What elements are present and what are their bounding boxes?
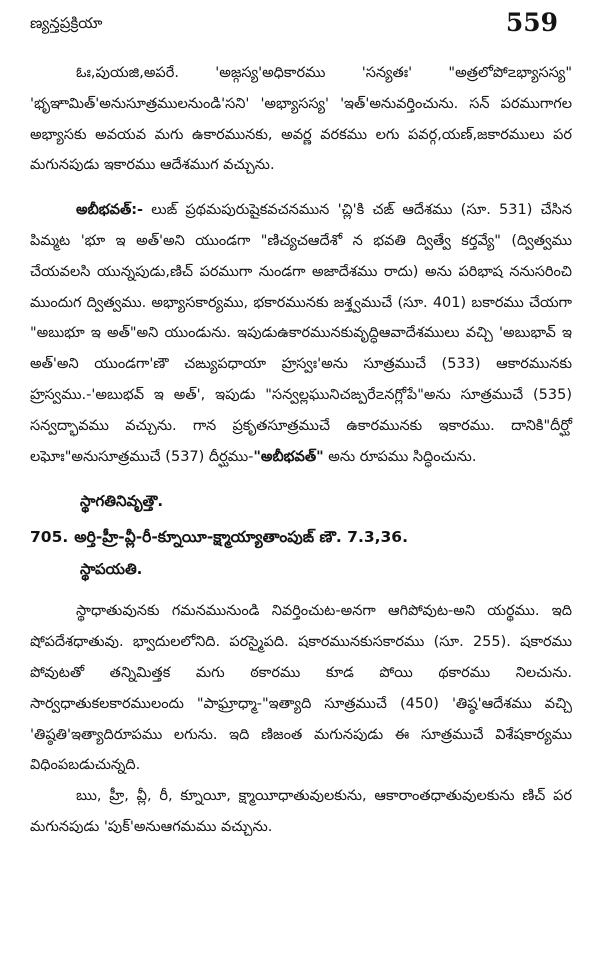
sutra-text: అర్తి-హ్రీ-వ్లీ-రీ-క్నూయీ-క్ష్మాయ్యాతాంపుఙ్ ణౌ. 7.3,36. — [74, 528, 408, 547]
abibhavat-lead: అబీభవత్:- — [76, 202, 144, 219]
sutra-number: 705. — [30, 528, 69, 547]
page-number: 559 — [505, 8, 558, 37]
paragraph-4: ఋ, హ్రీ, వ్లీ, రీ, క్నూయీ, క్ష్మాయీధాతువులకును, ఆకారాంతధాతువులకును ణిచ్ పర మగునపుడు 'పుక్'అనుఆగమము వచ్చును. — [30, 788, 572, 835]
abibhavat-body: లుఙ్ ప్రథమపురుషైకవచనమున 'చ్లి'కి చఙ్ ఆదేశము (సూ. 531) చేసిన పిమ్మట 'భూ ఇ అత్'అని యుండగా "ణిచ్యచఆదేశో న భవతి ద్విత్వే కర్తవ్యే" (ద్విత్వము చేయవలసి యున్నపుడు,ణిచ్ పరముగా నుండగా అజాదేశము రాదు) అను పరిభాష ననుసరించి ముందుగ ద్విత్వము. అభ్యాసకార్యము, భకారమునకు జశ్త్వముచే (సూ. 401) బకారము చేయగా "అబుభూ ఇ అత్"అని యుండును. ఇపుడుఉకారమునకువృద్ధిఆవాదేశములు వచ్చి 'అబుభావ్ ఇ అత్'అని యుండగా'ణౌ చఙ్యుపధాయా హ్రస్వః'అను సూత్రముచే (533) ఆకారమునకు హ్రస్వము.-'అబుభవ్ ఇ అత్', ఇపుడు "సన్వల్లఘునిచఙ్పరే౽నగ్లోపే"అను సూత్రముచే (535) సన్వద్భావము వచ్చును. గాన ప్రకృతసూత్రముచే ఉకారమునకు ఇకారము. దానికి"దీర్ఘో లఘోః"అనుసూత్రముచే (537) దీర్ఘము- — [30, 202, 572, 465]
paragraph-3: స్థాధాతువునకు గమనమునుండి నివర్తించుట-అనగా ఆగిపోవుట-అని యర్థము. ఇది షోపదేశధాతువు. భ్వాదులలోనిది. పరస్మైపది. షకారమునకుసకారము (సూ. 255). షకారము పోవుటతో తన్నిమిత్తక మగు ఠకారము కూడ పోయి థకారము నిలచును. సార్వధాతుకలకారములందు "పాఘ్రాధ్మా-"ఇత్యాది సూత్రముచే (450) 'తిష్ఠ'ఆదేశము వచ్చి 'తిష్ఠతి'ఇత్యాదిరూపము లగును. ఇది ణిజంత మగునపుడు ఈ సూత్రముచే విశేషకార్యము విధింపబడుచున్నది. — [30, 603, 572, 774]
paragraph-abibhavat — [30, 195, 572, 472]
page-header — [30, 6, 572, 46]
example-sthapayati: స్థాపయతి. — [80, 560, 143, 579]
abibhavat-form: "అబీభవత్" — [253, 448, 324, 465]
abibhavat-tail: అను రూపము సిద్ధించును. — [323, 448, 477, 465]
paragraph-1: ఓః,పుయజి,అపరే. 'అజ్గస్య'అధికారము 'సన్యతః' "అత్రలోపో౽భ్యాసస్య" 'భృఞామిత్'అనుసూత్రములనుండి'సని' 'అభ్యాసస్య' 'ఇత్'అనువర్తించును. సన్ పరముగాగల అభ్యాసకు అవయవ మగు ఉకారమునకు, అవర్ణ వరకము లగు పవర్గ,యణ్,జకారములు పర మగునపుడు ఇకారము ఆదేశముగ వచ్చును. — [30, 65, 572, 174]
running-head: ణ్యన్తప్రక్రియా — [30, 14, 103, 32]
sutra-705 — [30, 522, 572, 552]
heading-sthagati: స్థాగతినివృత్తౌ. — [80, 492, 164, 511]
